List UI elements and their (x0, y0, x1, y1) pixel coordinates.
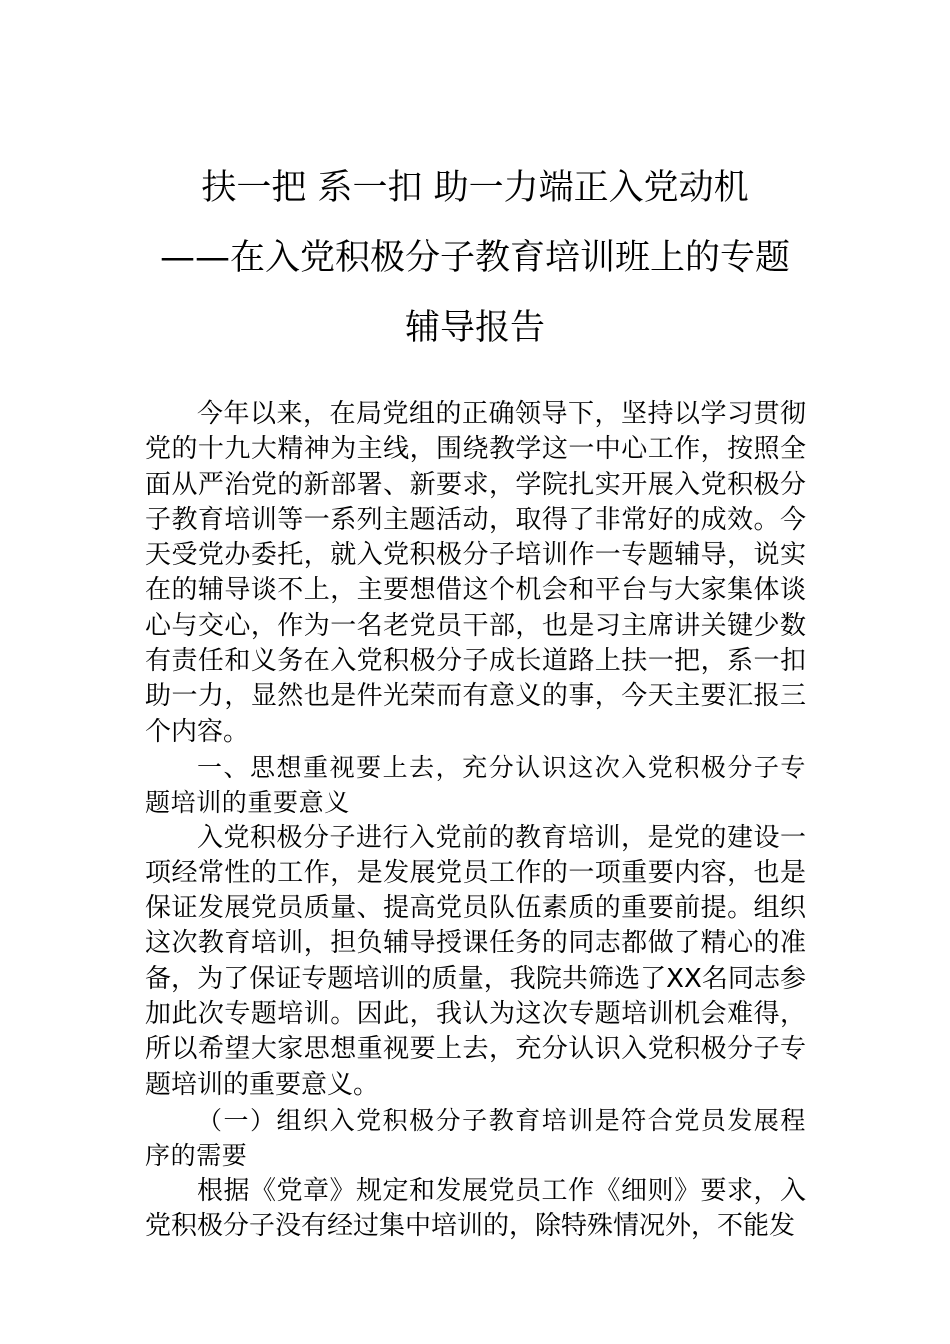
body-paragraph: 入党积极分子进行入党前的教育培训，是党的建设一项经常性的工作，是发展党员工作的一项重要内容，也是保证发展党员质量、提高党员队伍素质的重要前提。组织这次教育培训，担负辅导授课任务的同志都做了精心的准备，为了保证专题培训的质量，我院共筛选了XX名同志参加此次专题培训。因此，我认为这次专题培训机会难得，所以希望大家思想重视要上去，充分认识入党积极分子专题培训的重要意义。 (145, 822, 806, 1100)
body-paragraph: 今年以来，在局党组的正确领导下，坚持以学习贯彻党的十九大精神为主线，围绕教学这一中心工作，按照全面从严治党的新部署、新要求，学院扎实开展入党积极分子教育培训等一系列主题活动，取得了非常好的成效。今天受党办委托，就入党积极分子培训作一专题辅导，说实在的辅导谈不上，主要想借这个机会和平台与大家集体谈心与交心，作为一名老党员干部，也是习主席讲关键少数有责任和义务在入党积极分子成长道路上扶一把，系一扣助一力，显然也是件光荣而有意义的事，今天主要汇报三个内容。 (145, 399, 806, 747)
subsection-heading: （一）组织入党积极分子教育培训是符合党员发展程序的需要 (145, 1105, 806, 1171)
title-line-subtitle-end: 辅导报告 (404, 308, 545, 348)
body-paragraph: 根据《党章》规定和发展党员工作《细则》要求，入党积极分子没有经过集中培训的，除特殊情况外，不能发 (145, 1175, 806, 1241)
title-line-main: 扶一把 系一扣 助一力端正入党动机 (201, 168, 749, 208)
document-title (140, 153, 810, 363)
document-body (145, 397, 806, 1244)
section-heading: 一、思想重视要上去，充分认识这次入党积极分子专题培训的重要意义 (145, 752, 806, 818)
title-line-subtitle: ——在入党积极分子教育培训班上的专题 (159, 238, 790, 278)
